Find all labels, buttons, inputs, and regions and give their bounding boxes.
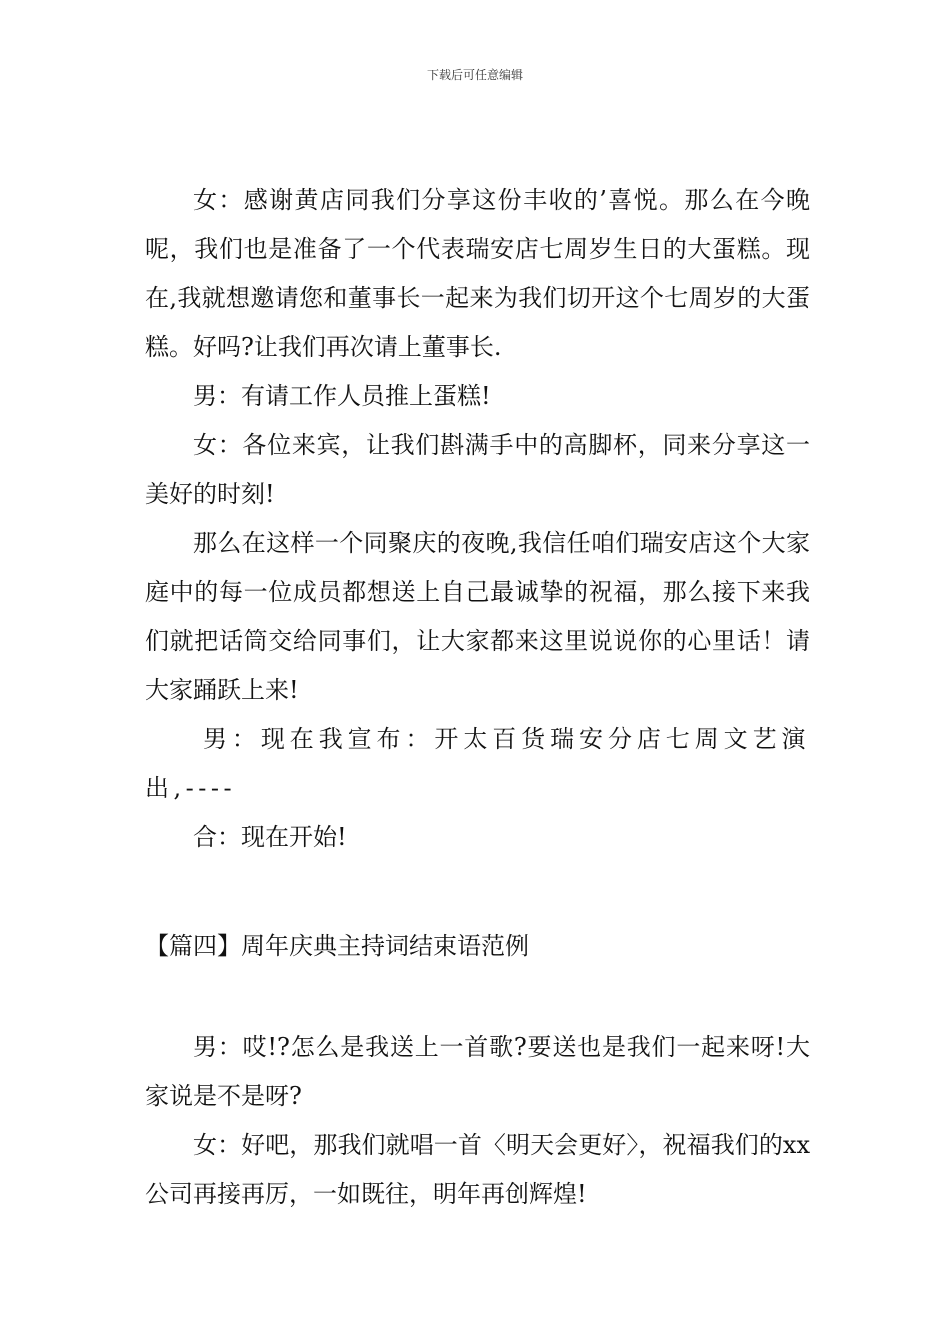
paragraph: 那么在这样一个同聚庆的夜晚,我信任咱们瑞安店这个大家庭中的每一位成员都想送上自己最诚挚的祝福，那么接下来我们就把话筒交给同事们，让大家都来这里说说你的心里话！请大家踊跃上来! <box>145 529 810 704</box>
paragraph: 女：感谢黄店同我们分享这份丰收的’喜悦。那么在今晚呢，我们也是准备了一个代表瑞安店七周岁生日的大蛋糕。现在,我就想邀请您和董事长一起来为我们切开这个七周岁的大蛋糕。好吗?让我们再次请上董事长. <box>145 186 810 361</box>
paragraph: 男：现在我宣布：开太百货瑞安分店七周文艺演出,---- <box>145 725 810 802</box>
paragraph: 合：现在开始! <box>193 823 347 851</box>
document-body <box>145 176 810 1219</box>
paragraph: 女：好吧，那我们就唱一首〈明天会更好〉，祝福我们的xx公司再接再厉，一如既往，明年再创辉煌! <box>145 1131 810 1208</box>
section-title: 【篇四】周年庆典主持词结束语范例 <box>145 932 529 960</box>
paragraph: 女：各位来宾，让我们斟满手中的高脚杯，同来分享这一美好的时刻! <box>145 431 810 508</box>
paragraph: 男：有请工作人员推上蛋糕! <box>193 382 491 410</box>
paragraph: 男：哎!?怎么是我送上一首歌?要送也是我们一起来呀!大家说是不是呀? <box>145 1033 810 1110</box>
header-note: 下载后可任意编辑 <box>426 68 523 82</box>
